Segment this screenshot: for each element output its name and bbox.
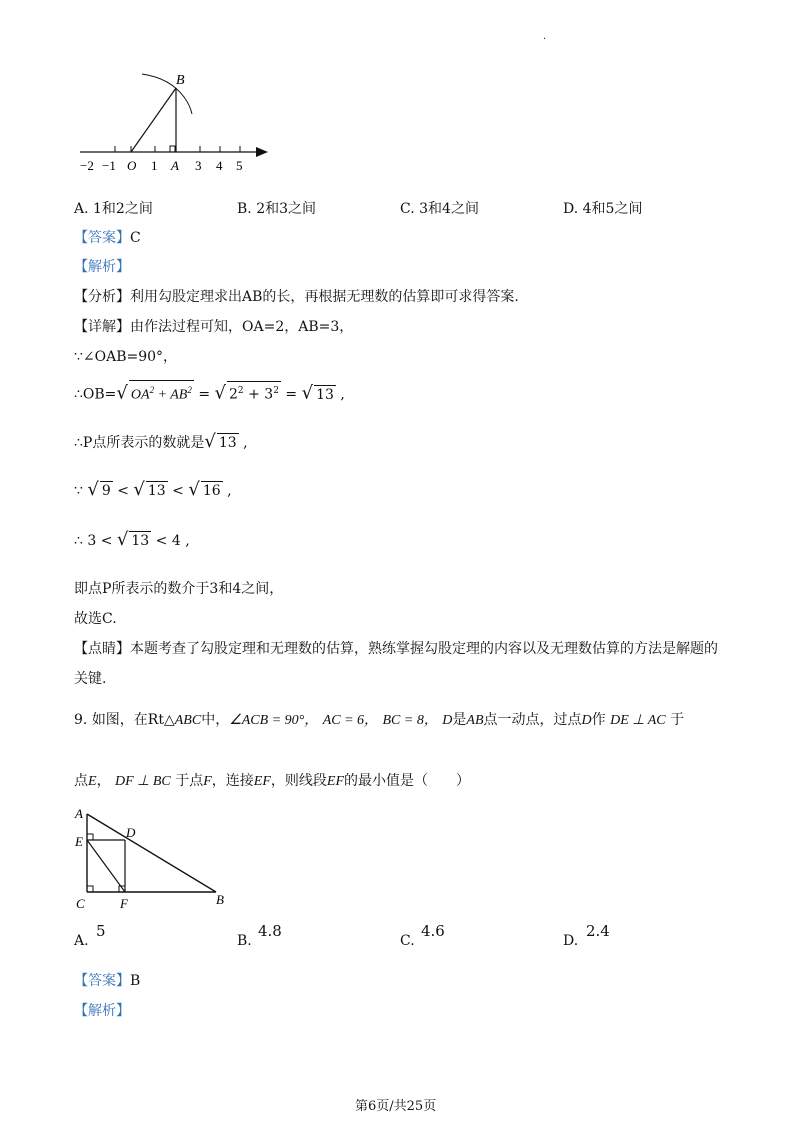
answer-value: C	[130, 230, 141, 246]
q9-ef: EF	[253, 774, 271, 789]
tick-label: A	[171, 158, 179, 173]
q9-answer	[74, 972, 140, 990]
answer-value: B	[130, 973, 141, 989]
tick-label: −2	[80, 158, 94, 173]
fenxi-text: 利用勾股定理求出AB的长，再根据无理数的估算即可求得答案.	[130, 289, 519, 305]
q9-angle: ∠ACB = 90°，	[229, 713, 319, 728]
number-line-figure	[70, 62, 280, 182]
q9-text: ，则线段	[270, 773, 327, 789]
point-b-label: B	[176, 73, 185, 88]
q9-analysis-tag: 【解析】	[74, 1003, 130, 1019]
xiangjie-tag: 【详解】	[74, 319, 130, 335]
q9-ac: AC = 6，	[322, 713, 379, 728]
q9-point-d: D	[581, 713, 592, 728]
dianjing-text: 本题考查了勾股定理和无理数的估算，熟练掌握勾股定理的内容以及无理数估算的方法是解题的	[130, 641, 718, 657]
q8-fenxi	[74, 288, 519, 306]
answer-tag: 【答案】	[74, 973, 130, 989]
option-text: 3和4之间	[419, 201, 479, 217]
q9-text: 作	[591, 712, 606, 728]
q9-number: 9.	[74, 712, 88, 728]
tick-label: 5	[236, 158, 243, 173]
q9-text: 于	[670, 712, 685, 728]
q9-line-1	[74, 711, 684, 730]
option-value: 4.6	[421, 922, 445, 940]
q9-text: 是	[452, 712, 467, 728]
q9-text: ，连接	[211, 773, 254, 789]
q9-point-f: F	[203, 774, 212, 789]
q8-step-3: ∴P点所表示的数就是√ 13 ,	[74, 431, 248, 452]
q9-text: 点一动点，过点	[483, 712, 582, 728]
q8-analysis-tag: 【解析】	[74, 259, 130, 275]
page-footer: 第6页/共25页	[355, 1099, 437, 1114]
answer-tag: 【答案】	[74, 230, 130, 246]
step2-prefix: ∴OB=	[74, 386, 117, 403]
option-text: 4和5之间	[582, 201, 643, 217]
q9-text: 的最小值是（ ）	[344, 773, 470, 789]
q9-de-perp: DE ⊥ AC	[610, 713, 666, 728]
q9-point-e: E	[88, 774, 97, 789]
vertex-a-label: A	[75, 806, 83, 821]
tick-label: 4	[216, 158, 223, 173]
step3-text: ∴P点所表示的数就是	[74, 435, 205, 451]
triangle-figure	[70, 804, 240, 916]
q8-step-1: ∵∠OAB=90°，	[74, 349, 178, 365]
q8-step-7: 故选C.	[74, 611, 117, 627]
tick-label: 3	[195, 158, 202, 173]
option-key: A.	[74, 201, 89, 217]
q8-option-d	[563, 198, 642, 218]
option-value: 5	[96, 922, 106, 940]
tick-label: O	[127, 158, 137, 173]
q9-text: 中，	[201, 712, 230, 728]
fenxi-tag: 【分析】	[74, 289, 130, 305]
option-key: B.	[237, 933, 252, 949]
option-text: 2和3之间	[256, 201, 317, 217]
q8-step-6: 即点P所表示的数介于3和4之间，	[74, 581, 284, 597]
q8-option-c	[400, 198, 479, 218]
xiangjie-text: 由作法过程可知，OA=2，AB=3，	[130, 319, 354, 335]
q9-text: 如图，在Rt△	[91, 712, 175, 728]
q8-step-2: ∴OB=√ $OA^2 + AB^2$ = √ $2^2 + 3^2$ = √ 13 ,	[74, 380, 345, 405]
q9-ab: AB	[466, 713, 484, 728]
q9-text: 点	[74, 773, 88, 789]
q8-dianjing	[74, 640, 718, 658]
option-text: 1和2之间	[93, 201, 153, 217]
q8-option-a	[74, 198, 153, 218]
q9-abc: ABC	[174, 713, 202, 728]
vertex-e-label: E	[75, 834, 83, 849]
q8-step-5: ∴ 3 < √ 13 < 4 ,	[74, 529, 190, 550]
vertex-c-label: C	[76, 896, 85, 911]
q9-text: 于点	[175, 773, 204, 789]
q8-option-b	[237, 198, 316, 218]
vertex-b-label: B	[216, 892, 224, 907]
vertex-f-label: F	[120, 896, 128, 911]
q8-answer	[74, 229, 141, 247]
q9-ef: EF	[326, 774, 344, 789]
q9-line-2: 点E， DF ⊥ BC 于点F，连接EF，则线段EF的最小值是（ ）	[74, 773, 470, 789]
q9-point-d: D	[442, 713, 453, 728]
top-dot: .	[543, 31, 547, 42]
q9-df-perp: DF ⊥ BC	[115, 774, 171, 789]
option-key: B.	[237, 201, 252, 217]
dianjing-tag: 【点睛】	[74, 641, 130, 657]
q9-bc: BC = 8，	[382, 713, 438, 728]
tick-label: −1	[102, 158, 116, 173]
option-key: D.	[563, 201, 579, 217]
option-key: C.	[400, 201, 415, 217]
q8-step-4: ∵ √ 9 < √ 13 < √ 16 ,	[74, 479, 232, 500]
vertex-d-label: D	[126, 825, 136, 840]
option-key: A.	[74, 933, 89, 949]
q8-xiangjie	[74, 318, 353, 336]
option-key: C.	[400, 933, 415, 949]
tick-label: 1	[151, 158, 158, 173]
option-key: D.	[563, 933, 579, 949]
option-value: 2.4	[586, 922, 610, 940]
option-value: 4.8	[258, 922, 282, 940]
q8-dianjing-line2: 关键.	[74, 671, 107, 687]
